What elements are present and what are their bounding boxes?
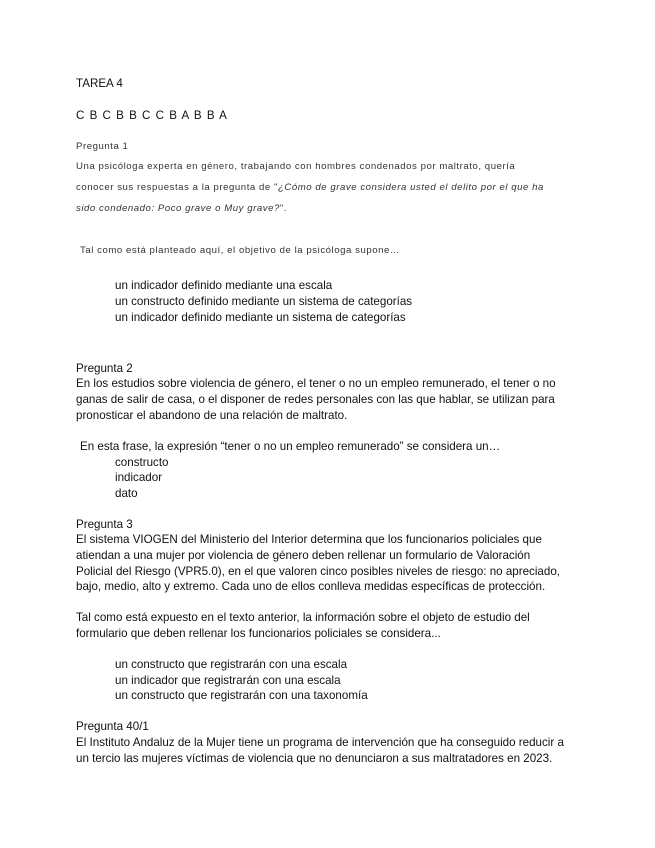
q2-text-line: ganas de salir de casa, o el disponer de redes personales con las que hablar, se utilizan para — [76, 393, 555, 406]
q40-text-line: El Instituto Andaluz de la Mujer tiene un programa de intervención que ha conseguido reducir a — [76, 736, 564, 749]
q1-heading: Pregunta 1 — [76, 141, 129, 152]
q3-text-line: atiendan a una mujer por violencia de género deben rellenar un formulario de Valoración — [76, 549, 531, 562]
q1-text-line — [76, 180, 544, 195]
q1-text-part: conocer sus respuestas a la pregunta de " — [76, 182, 278, 193]
q3-prompt: Tal como está expuesto en el texto anterior, la información sobre el objeto de estudio del — [76, 611, 530, 624]
q2-option: dato — [115, 487, 138, 500]
q1-option: un indicador definido mediante una escala — [115, 279, 333, 292]
q2-text-line: En los estudios sobre violencia de género, el tener o no un empleo remunerado, el tener o no — [76, 377, 556, 390]
q2-option: constructo — [115, 456, 169, 469]
q3-text-line: bajo, medio, alto y extremo. Cada uno de ellos conlleva medidas específicas de protección. — [76, 580, 546, 593]
page-title: TAREA 4 — [76, 77, 123, 90]
answer-key: C B C B B C C B A B B A — [76, 109, 228, 122]
q1-text-line — [76, 201, 287, 216]
q3-option: un indicador que registrarán con una escala — [115, 674, 341, 687]
q40-text-line: un tercio las mujeres víctimas de violencia que no denunciaron a sus maltratadores en 2023. — [76, 752, 553, 765]
q1-prompt: Tal como está planteado aquí, el objetivo de la psicóloga supone… — [80, 245, 401, 256]
q1-option: un indicador definido mediante un sistema de categorías — [115, 311, 406, 324]
q3-heading: Pregunta 3 — [76, 518, 133, 531]
q2-prompt: En esta frase, la expresión “tener o no un empleo remunerado” se considera un… — [80, 440, 501, 453]
q2-text-line: pronosticar el abandono de una relación de maltrato. — [76, 409, 348, 422]
q3-prompt: formulario que deben rellenar los funcionarios policiales se considera... — [76, 627, 441, 640]
q1-text-line: Una psicóloga experta en género, trabajando con hombres condenados por maltrato, quería — [76, 161, 516, 172]
q2-option: indicador — [115, 471, 163, 484]
q1-option: un constructo definido mediante un sistema de categorías — [115, 295, 413, 308]
q3-text-line: El sistema VIOGEN del Ministerio del Interior determina que los funcionarios policiales que — [76, 533, 542, 546]
q3-option: un constructo que registrarán con una escala — [115, 658, 348, 671]
q3-text-line: Policial del Riesgo (VPR5.0), en el que valoren cinco posibles niveles de riesgo: no apreciado, — [76, 565, 560, 578]
q1-question-italic: ¿Cómo de grave considera usted el delito por el que ha — [277, 182, 544, 193]
q1-question-italic: sido condenado: Poco grave o Muy grave? — [76, 203, 280, 214]
q40-heading: Pregunta 40/1 — [76, 720, 149, 733]
q3-option: un constructo que registrarán con una taxonomía — [115, 689, 368, 702]
q2-heading: Pregunta 2 — [76, 362, 133, 375]
q1-text-part: ". — [279, 203, 288, 214]
